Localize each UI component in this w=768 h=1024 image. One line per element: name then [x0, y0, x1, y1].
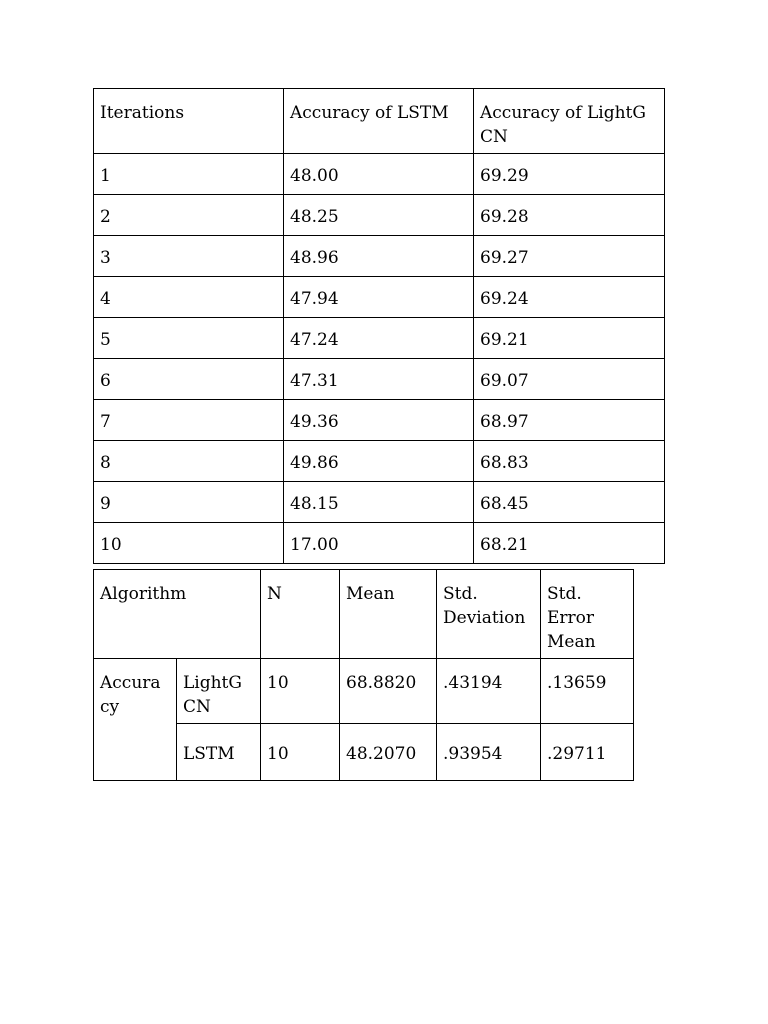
lstm-accuracy-cell: 48.00 [284, 154, 474, 195]
lstm-accuracy-cell: 49.86 [284, 441, 474, 482]
model-cell: LSTM [177, 724, 261, 781]
n-cell: 10 [261, 659, 340, 724]
header-accuracy-lstm: Accuracy of LSTM [284, 89, 474, 154]
iteration-cell: 8 [94, 441, 284, 482]
n-cell: 10 [261, 724, 340, 781]
iteration-cell: 2 [94, 195, 284, 236]
header-algorithm: Algorithm [94, 570, 261, 659]
table-header-row [94, 570, 634, 659]
lightgcn-accuracy-cell: 69.28 [474, 195, 665, 236]
iteration-cell: 5 [94, 318, 284, 359]
statistics-table [93, 569, 634, 781]
iteration-cell: 4 [94, 277, 284, 318]
std-deviation-cell: .93954 [437, 724, 541, 781]
std-error-mean-cell: .29711 [541, 724, 634, 781]
lstm-accuracy-cell: 48.25 [284, 195, 474, 236]
lstm-accuracy-cell: 47.24 [284, 318, 474, 359]
table-row [94, 318, 665, 359]
table-row [94, 359, 665, 400]
iteration-cell: 9 [94, 482, 284, 523]
accuracy-table [93, 88, 665, 564]
table-row [94, 236, 665, 277]
lightgcn-accuracy-cell: 68.45 [474, 482, 665, 523]
lstm-accuracy-cell: 48.96 [284, 236, 474, 277]
lightgcn-accuracy-cell: 69.29 [474, 154, 665, 195]
lightgcn-accuracy-cell: 69.21 [474, 318, 665, 359]
group-label-cell: Accuracy [94, 659, 177, 781]
mean-cell: 68.8820 [340, 659, 437, 724]
header-iterations: Iterations [94, 89, 284, 154]
table-row [94, 482, 665, 523]
table-row [94, 523, 665, 564]
header-n: N [261, 570, 340, 659]
table-row [94, 441, 665, 482]
lstm-accuracy-cell: 47.31 [284, 359, 474, 400]
std-error-mean-cell: .13659 [541, 659, 634, 724]
lightgcn-accuracy-cell: 69.07 [474, 359, 665, 400]
model-cell: LightGCN [177, 659, 261, 724]
table-row [94, 400, 665, 441]
lstm-accuracy-cell: 47.94 [284, 277, 474, 318]
table-row [94, 659, 634, 724]
table-header-row [94, 89, 665, 154]
lightgcn-accuracy-cell: 69.24 [474, 277, 665, 318]
lightgcn-accuracy-cell: 69.27 [474, 236, 665, 277]
iteration-cell: 6 [94, 359, 284, 400]
header-mean: Mean [340, 570, 437, 659]
header-accuracy-lightgcn: Accuracy of LightGCN [474, 89, 665, 154]
header-std-error-mean: Std. Error Mean [541, 570, 634, 659]
lstm-accuracy-cell: 17.00 [284, 523, 474, 564]
std-deviation-cell: .43194 [437, 659, 541, 724]
lstm-accuracy-cell: 48.15 [284, 482, 474, 523]
lightgcn-accuracy-cell: 68.97 [474, 400, 665, 441]
iteration-cell: 7 [94, 400, 284, 441]
table-row [94, 154, 665, 195]
lightgcn-accuracy-cell: 68.83 [474, 441, 665, 482]
iteration-cell: 1 [94, 154, 284, 195]
mean-cell: 48.2070 [340, 724, 437, 781]
iteration-cell: 3 [94, 236, 284, 277]
lstm-accuracy-cell: 49.36 [284, 400, 474, 441]
header-std-deviation: Std. Deviation [437, 570, 541, 659]
table-row [94, 195, 665, 236]
iteration-cell: 10 [94, 523, 284, 564]
lightgcn-accuracy-cell: 68.21 [474, 523, 665, 564]
table-row [94, 277, 665, 318]
